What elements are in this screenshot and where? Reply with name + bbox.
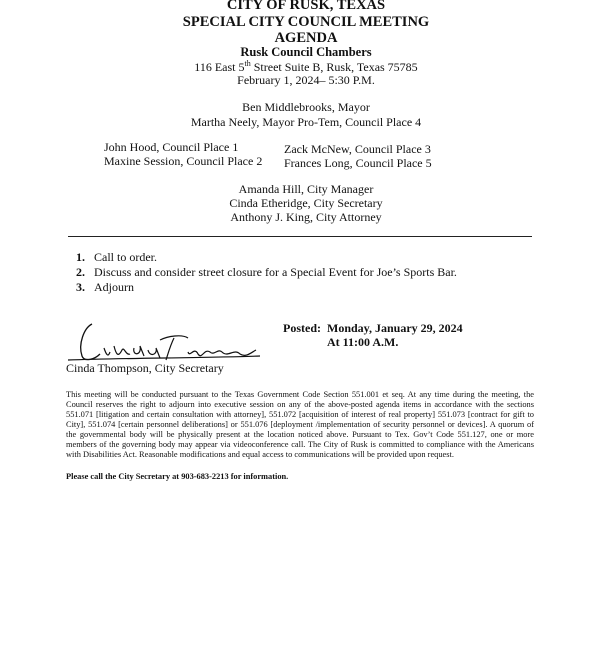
- contact-line: Please call the City Secretary at 903-683-2213 for information.: [66, 472, 289, 481]
- council-member: Maxine Session, Council Place 2: [104, 154, 263, 168]
- meeting-title: SPECIAL CITY COUNCIL MEETING: [182, 14, 430, 30]
- city-title: CITY OF RUSK, TEXAS: [226, 0, 386, 13]
- agenda-item: 1. Call to order.: [76, 250, 157, 264]
- meeting-datetime: February 1, 2024– 5:30 P.M.: [237, 73, 375, 87]
- mayor-pro-tem: Martha Neely, Mayor Pro-Tem, Council Place 4: [190, 115, 422, 129]
- city-manager: Amanda Hill, City Manager: [238, 182, 374, 196]
- signature: [64, 318, 264, 366]
- posted-date: Monday, January 29, 2024: [327, 321, 463, 335]
- mayor: Ben Middlebrooks, Mayor: [242, 100, 370, 114]
- council-member: Frances Long, Council Place 5: [284, 156, 432, 170]
- address: 116 East 5th Street Suite B, Rusk, Texas 75785: [194, 59, 418, 74]
- posted-label: Posted:: [283, 321, 321, 335]
- council-member: Zack McNew, Council Place 3: [284, 142, 431, 156]
- agenda-item: 3. Adjourn: [76, 280, 134, 294]
- posted-time: At 11:00 A.M.: [327, 335, 399, 349]
- city-secretary: Cinda Etheridge, City Secretary: [229, 196, 383, 210]
- legal-notice: This meeting will be conducted pursuant to the Texas Government Code Section 551.001 et seq. At any time during the meeting, the Council reserves the right to adjourn into executive session on any of the above-posted agenda items in accordance with the sections 551.071 [litigation and certain consultation with attorney], 551.072 [acquisition of interest of real property] 551.073 [contract for gift to City], 551.074 [certain personnel deliberations] or 551.076 [deployment /implementation of security personnel or devices]. A quorum of the governmental body will be physically present at the location noticed above. Pursuant to Tex. Gov’t Code 551.127, one or more members of the governing body may appear via videoconference call. The City of Rusk is committed to compliance with the Americans with Disabilities Act. Reasonable modifications and equal access to communications will be provided upon request.: [66, 390, 534, 459]
- city-attorney: Anthony J. King, City Attorney: [230, 210, 382, 224]
- secretary-signature-name: Cinda Thompson, City Secretary: [66, 361, 224, 375]
- divider: [68, 236, 532, 237]
- venue: Rusk Council Chambers: [240, 45, 372, 59]
- council-member: John Hood, Council Place 1: [104, 140, 239, 154]
- agenda-item: 2. Discuss and consider street closure for a Special Event for Joe’s Sports Bar.: [76, 265, 457, 279]
- agenda-title: AGENDA: [274, 30, 338, 46]
